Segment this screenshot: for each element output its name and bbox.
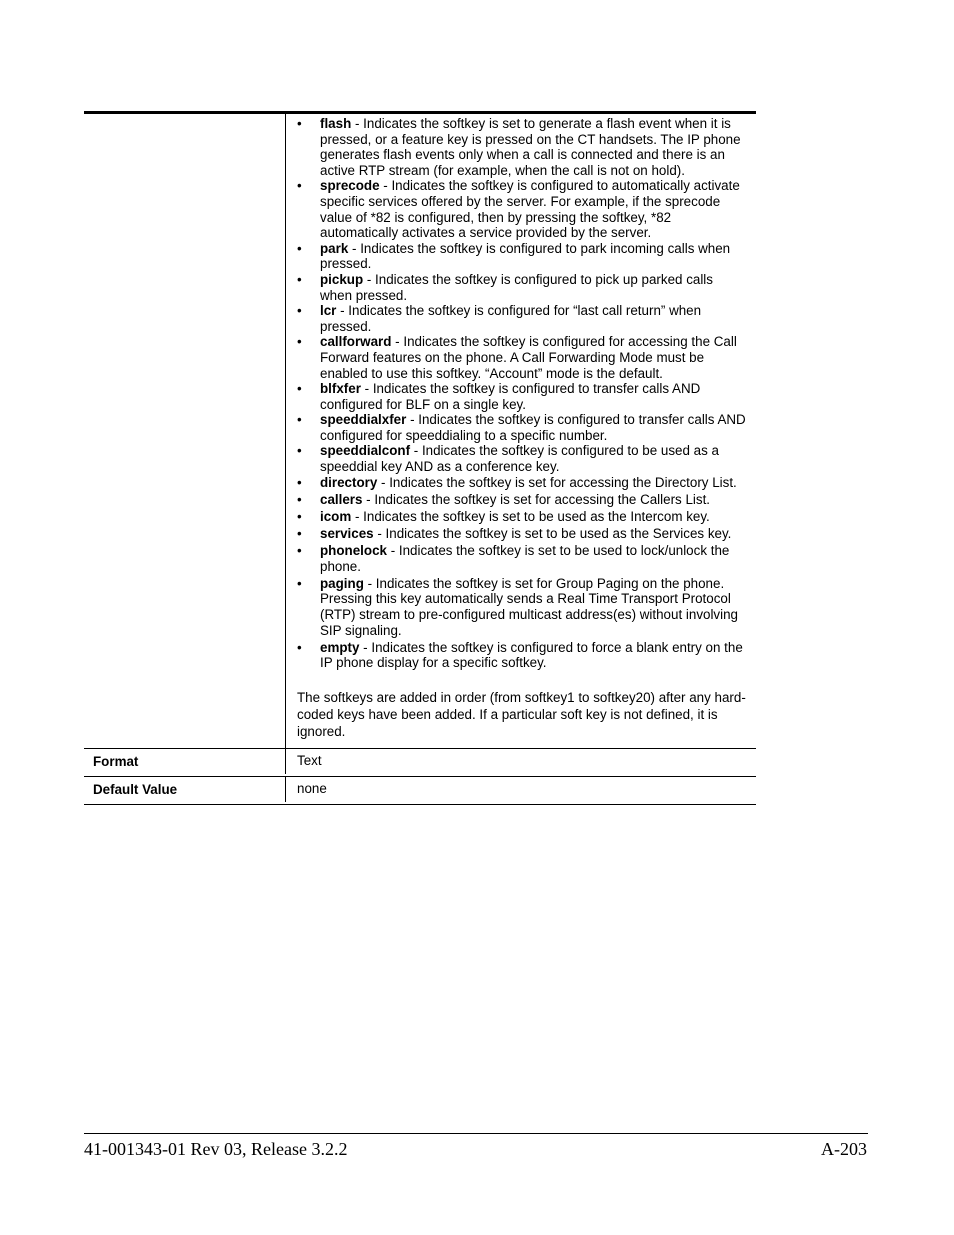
term-description: - Indicates the softkey is configured for accessing the Call Forward features on the phone. A Call Forwarding Mode must be enabled to use this softkey. “Account” mode is the default. [320, 334, 737, 381]
format-value: Text [297, 752, 322, 768]
softkey-type-list [297, 116, 748, 671]
term-description: - Indicates the softkey is configured to park incoming calls when pressed. [320, 240, 731, 272]
term-description: - Indicates the softkey is configured to transfer calls AND configured for speeddialing to a specific number. [320, 412, 746, 443]
bullet-icon: • [297, 543, 302, 559]
term: park [320, 240, 349, 256]
bullet-icon: • [297, 334, 302, 350]
term: services [320, 525, 374, 541]
term-description: - Indicates the softkey is configured for “last call return” when pressed. [320, 303, 702, 334]
list-item [297, 241, 748, 272]
term-description: - Indicates the softkey is set to be used to lock/unlock the phone. [320, 543, 730, 574]
description-row [84, 114, 756, 749]
list-item [297, 576, 748, 638]
term: pickup [320, 271, 364, 287]
list-item [297, 640, 748, 671]
term: phonelock [320, 543, 387, 559]
term: flash [320, 116, 352, 131]
term: paging [320, 575, 364, 591]
default-value-value: none [297, 780, 327, 796]
bullet-icon: • [297, 575, 302, 591]
bullet-icon: • [297, 381, 302, 397]
bullet-icon: • [297, 116, 302, 131]
term: callers [320, 491, 363, 507]
softkey-order-note: The softkeys are added in order (from softkey1 to softkey20) after any hard-coded keys have been added. If a particular soft key is not defined, it is ignored. [297, 689, 746, 739]
term-description: - Indicates the softkey is configured to pick up parked calls when pressed. [320, 271, 713, 303]
list-item [297, 509, 748, 525]
default-value-row [84, 777, 756, 805]
list-item [297, 475, 748, 491]
term-description: - Indicates the softkey is set to be used as the Services key. [373, 525, 732, 541]
term: blfxfer [320, 381, 361, 397]
bullet-icon: • [297, 639, 302, 655]
bullet-icon: • [297, 491, 302, 507]
term: lcr [320, 303, 337, 319]
list-item [297, 116, 748, 178]
term-description: - Indicates the softkey is set to generate a flash event when it is pressed, or a feature key is pressed on the CT handsets. The IP phone generates flash events only when a call is connected and there is an active RTP stream (for example, when the call is not on hold). [320, 116, 741, 178]
parameter-table [84, 111, 756, 805]
bullet-icon: • [297, 271, 302, 287]
bullet-icon: • [297, 178, 302, 194]
list-item [297, 412, 748, 443]
list-item [297, 178, 748, 240]
term-description: - Indicates the softkey is set for accessing the Callers List. [362, 491, 711, 507]
bullet-icon: • [297, 474, 302, 490]
bullet-icon: • [297, 412, 302, 428]
term-description: - Indicates the softkey is configured to transfer calls AND configured for BLF on a single key. [320, 381, 701, 412]
format-label: Format [84, 749, 286, 774]
term: speeddialxfer [320, 412, 407, 428]
term: directory [320, 474, 378, 490]
format-row [84, 749, 756, 777]
footer-divider [84, 1133, 868, 1134]
description-value-cell [286, 114, 756, 748]
term: icom [320, 508, 352, 524]
term-description: - Indicates the softkey is set for Group Paging on the phone. Pressing this key automatically sends a Real Time Transport Protocol (RTP) stream to pre-configured multicast address(es) without involving SIP signaling. [320, 575, 738, 638]
footer-page-number: A-203 [821, 1139, 867, 1159]
list-item [297, 303, 748, 334]
term-description: - Indicates the softkey is configured to be used as a speeddial key AND as a conference key. [320, 443, 719, 475]
term: speeddialconf [320, 443, 411, 459]
term: sprecode [320, 178, 380, 194]
footer-doc-id: 41-001343-01 Rev 03, Release 3.2.2 [84, 1139, 348, 1159]
bullet-icon: • [297, 508, 302, 524]
bullet-icon: • [297, 303, 302, 319]
list-item [297, 492, 748, 508]
list-item [297, 443, 748, 474]
default-value-label: Default Value [84, 777, 286, 802]
list-item [297, 334, 748, 381]
term: callforward [320, 334, 392, 350]
list-item [297, 543, 748, 574]
term: empty [320, 639, 360, 655]
list-item [297, 272, 748, 303]
term-description: - Indicates the softkey is configured to automatically activate specific services offered by the server. For example, if the sprecode value of *82 is configured, then by pressing the softkey, *82 automatically activates a service provided by the server. [320, 178, 740, 241]
list-item [297, 381, 748, 412]
term-description: - Indicates the softkey is configured to force a blank entry on the IP phone display for a specific softkey. [320, 639, 743, 671]
list-item [297, 526, 748, 542]
description-label-cell [84, 114, 286, 748]
bullet-icon: • [297, 525, 302, 541]
term-description: - Indicates the softkey is set to be used as the Intercom key. [351, 508, 710, 524]
term-description: - Indicates the softkey is set for accessing the Directory List. [377, 474, 737, 490]
bullet-icon: • [297, 443, 302, 459]
bullet-icon: • [297, 240, 302, 256]
